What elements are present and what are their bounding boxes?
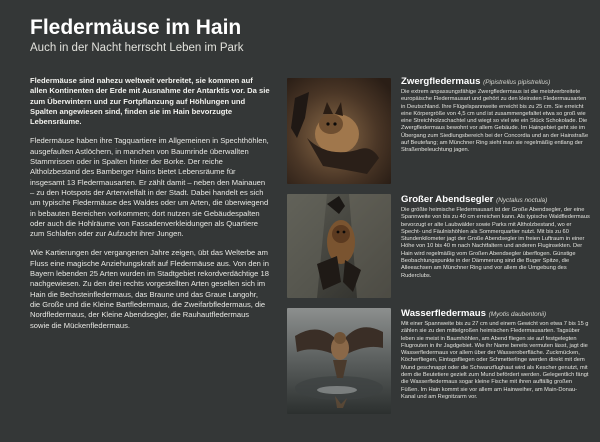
species-zwergfledermaus xyxy=(401,76,590,155)
species-name: Zwergfledermaus xyxy=(401,76,481,87)
photo-grosser-abendsegler xyxy=(287,194,391,298)
page-title: Fledermäuse im Hain xyxy=(30,16,242,39)
species-description: Die extrem anpassungsfähige Zwergfledermaus ist die meistverbreitete europäische Fledermausart und gehört zu den kleinsten Fledermausarten in Deutschland. Ihre Flügelspannweite erreicht bis zu 25 cm. Sie erreicht eine Körpergröße von 4,5 cm und ist zusammengefaltet etwa so groß wie eine Streichholzschachtel und wiegt so viel wie ein Stück Schokolade. Die Zwergfledermaus bewohnt vor allem Gebäude. Im Haingebiet geht sie im Übergang zum Siedlungsbereich bei der Concordia und an der Hainstraße auf Beutefang; am Münchner Ring sieht man sie regelmäßig entlang der Straßenbeleuchtung jagen. xyxy=(401,89,589,154)
species-name: Wasserfledermaus xyxy=(401,308,486,319)
species-scientific-name: (Myotis daubentonii) xyxy=(488,311,547,318)
species-scientific-name: (Pipistrellus pipistrellus) xyxy=(483,79,551,86)
species-heading xyxy=(401,308,590,320)
intro-lead: Fledermäuse sind nahezu weltweit verbreitet, sie kommen auf allen Kontinenten der Erde mit Ausnahme der Antarktis vor. Da sie zum Überwintern und zur Fortpflanzung auf Höhlungen und Spalten angewiesen sind, finden sie im Hain bevorzugte Lebensräume. xyxy=(30,76,270,127)
intro-paragraph-2: Wie Kartierungen der vergangenen Jahre zeigen, übt das Welterbe am Fluss eine magische Anziehungskraft auf Fledermäuse aus. Von den in Bayern lebenden 25 Arten wurden im Stadtgebiet rekordverdächtige 18 nachgewiesen. Zu den drei rechts vorgestellten Arten gesellen sich im Hain die Bechsteinfledermaus, das Braune und das Graue Langohr, die Große und die Kleine Bartfledermaus, die Zweifarbfledermaus, die Nordfledermaus, der Kleine Abendsegler, die Rauhautfledermaus sowie die Mückenfledermaus. xyxy=(30,248,269,330)
species-name: Großer Abendsegler xyxy=(401,194,494,205)
species-description: Die größte heimische Fledermausart ist der Große Abendsegler, der eine Spannweite von bis zu 40 cm erreichen kann. Als typische Waldfledermaus bevorzugt er alte Laubwälder sowie Parks mit Altholzbestand, wo er Specht- und Fäulnishöhlen als Sommerquartier nutzt. Mit bis zu 60 Stundenkilometer jagt der Große Abendsegler im freien Luftraum in einer Höhe von 10 bis 40 m nach Nachtfaltern und anderen Fluginsekten. Der Hain wird regelmäßig vom Großen Abendsegler überflogen. Günstige Beobachtungspunkte in der Dämmerung sind die Buger Spitze, die Alleeachsen am Münchner Ring und vor allem die Umgebung des Ruderclubs. xyxy=(401,207,590,279)
species-grosser-abendsegler xyxy=(401,194,590,280)
species-heading xyxy=(401,194,590,206)
photo-zwergfledermaus xyxy=(287,78,391,184)
intro-paragraph-1: Fledermäuse haben ihre Tagquartiere im Allgemeinen in Spechthöhlen, ausgefaulten Astlöchern, in manchen von Baumrinde überwallten Stammrissen oder in Spalten hinter der Borke. Der reiche Altholzbestand des Bamberger Hains bietet Lebensräume für insgesamt 13 Fledermausarten. Er zählt damit – neben den Mainauen – zu den Hotspots der Artenvielfalt in der Stadt. Dabei handelt es sich um typische Fledermäuse des Waldes oder um Arten, die überwiegend in bebauten Bereichen vorkommen; dort nutzen sie Gebäudespalten oder auch die Hohlräume von Fassadenverkleidungen als Quartiere zum Schlafen oder zur Aufzucht ihrer Jungen. xyxy=(30,136,269,239)
species-wasserfledermaus xyxy=(401,308,590,401)
photo-wasserfledermaus xyxy=(287,308,391,414)
intro-column xyxy=(30,76,270,340)
species-description: Mit einer Spannweite bis zu 27 cm und einem Gewicht von etwa 7 bis 15 g zählen sie zu den mittelgroßen heimischen Fledermausarten. Tagsüber leben sie meist in Baumhöhlen, am Abend fliegen sie auf festgelegten Flugrouten in ihr Jagdgebiet. Wie ihr Name bereits vermuten lässt, jagt die Wasserfledermaus vor allem über der Wasseroberfläche. Zuckmücken, Köcherfliegen, Eintagsfliegen oder Schmetterlinge werden direkt mit dem Mund geschnappt oder die Schwanzflughaut wird als Kescher genutzt, mit dem die Beutetiere gezielt zum Mund befördert werden. Gelegentlich fängt die Wasserfledermaus sogar kleine Fische mit ihren auffällig großen Füßen. Im Hain kommt sie vor allem am Hainweiher, am Main-Donau-Kanal und am Regnitzarm vor. xyxy=(401,321,589,400)
page-subtitle: Auch in der Nacht herrscht Leben im Park xyxy=(30,42,244,54)
species-heading xyxy=(401,76,590,88)
species-scientific-name: (Nyctalus noctula) xyxy=(496,197,548,204)
header xyxy=(30,16,244,54)
